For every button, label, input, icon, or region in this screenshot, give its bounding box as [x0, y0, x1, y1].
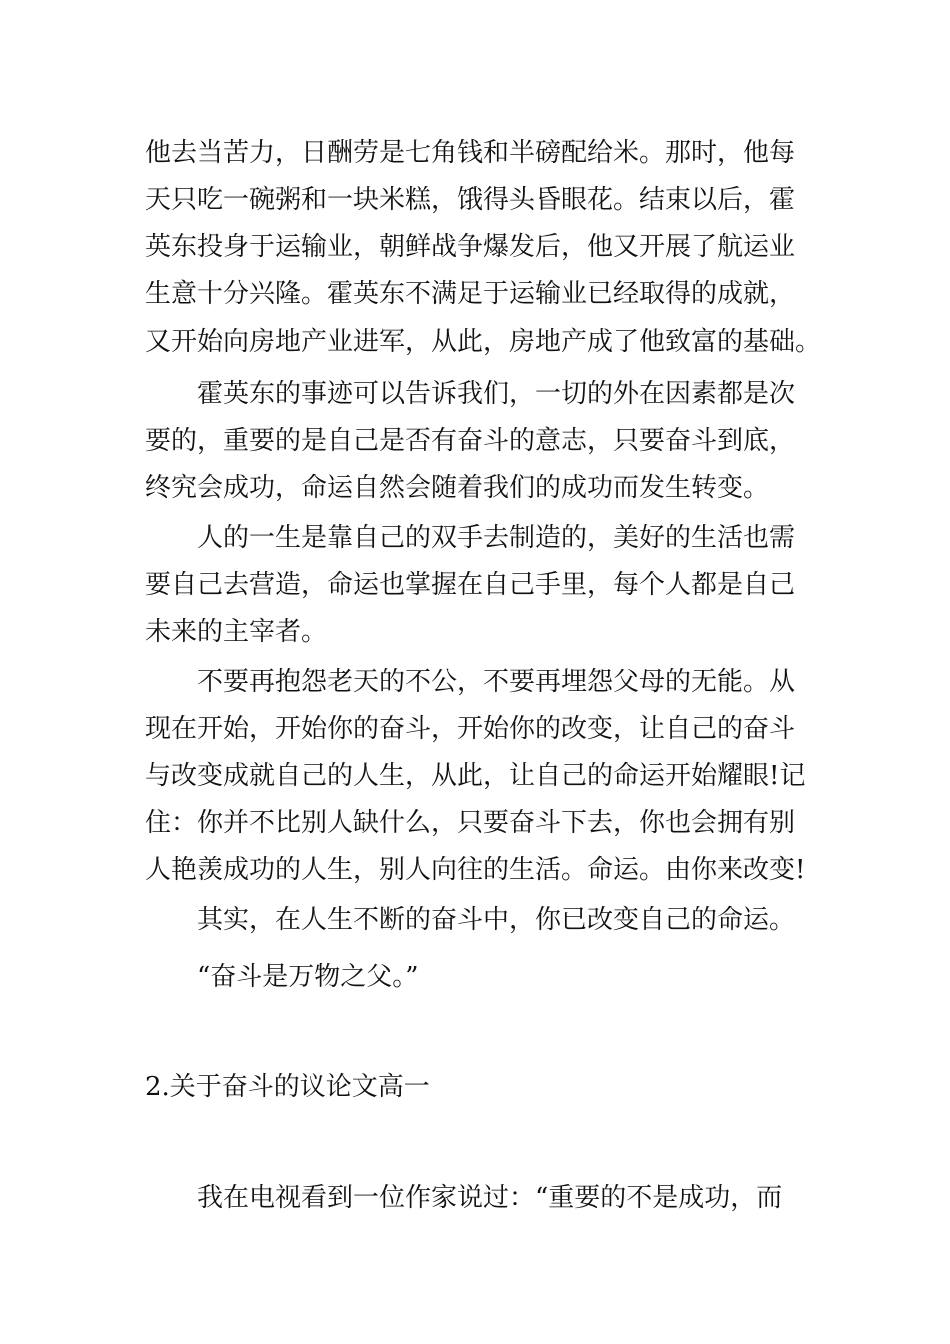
text-line: 终究会成功，命运自然会随着我们的成功而发生转变。	[145, 473, 770, 503]
text-line: 现在开始，开始你的奋斗，开始你的改变，让自己的奋斗	[145, 714, 796, 744]
paragraph-first-line: 不要再抱怨老天的不公，不要再埋怨父母的无能。从	[197, 667, 796, 697]
text-line: 又开始向房地产业进军，从此，房地产成了他致富的基础。	[145, 327, 822, 357]
text-line: 天只吃一碗粥和一块米糕，饿得头昏眼花。结束以后，霍	[145, 185, 796, 215]
paragraph-first-line: 人的一生是靠自己的双手去制造的，美好的生活也需	[197, 523, 796, 553]
paragraph-first-line: 我在电视看到一位作家说过：“重要的不是成功，而	[197, 1183, 783, 1213]
quote-line: “奋斗是万物之父。”	[197, 962, 419, 992]
paragraph-first-line: 霍英东的事迹可以告诉我们，一切的外在因素都是次	[197, 379, 796, 409]
text-line: 与改变成就自己的人生，从此，让自己的命运开始耀眼!记	[145, 761, 806, 791]
text-line: 生意十分兴隆。霍英东不满足于运输业已经取得的成就，	[145, 279, 796, 309]
paragraph-first-line: 其实，在人生不断的奋斗中，你已改变自己的命运。	[197, 905, 796, 935]
text-line: 人艳羡成功的人生，别人向往的生活。命运。由你来改变!	[145, 855, 806, 885]
section-heading: 2.关于奋斗的议论文高一	[145, 1072, 430, 1102]
text-line: 要自己去营造，命运也掌握在自己手里，每个人都是自己	[145, 570, 796, 600]
text-line: 住：你并不比别人缺什么，只要奋斗下去，你也会拥有别	[145, 808, 796, 838]
text-line: 英东投身于运输业，朝鲜战争爆发后，他又开展了航运业	[145, 232, 796, 262]
text-line: 未来的主宰者。	[145, 617, 328, 647]
text-line: 他去当苦力，日酬劳是七角钱和半磅配给米。那时，他每	[145, 138, 796, 168]
text-line: 要的，重要的是自己是否有奋斗的意志，只要奋斗到底，	[145, 426, 796, 456]
